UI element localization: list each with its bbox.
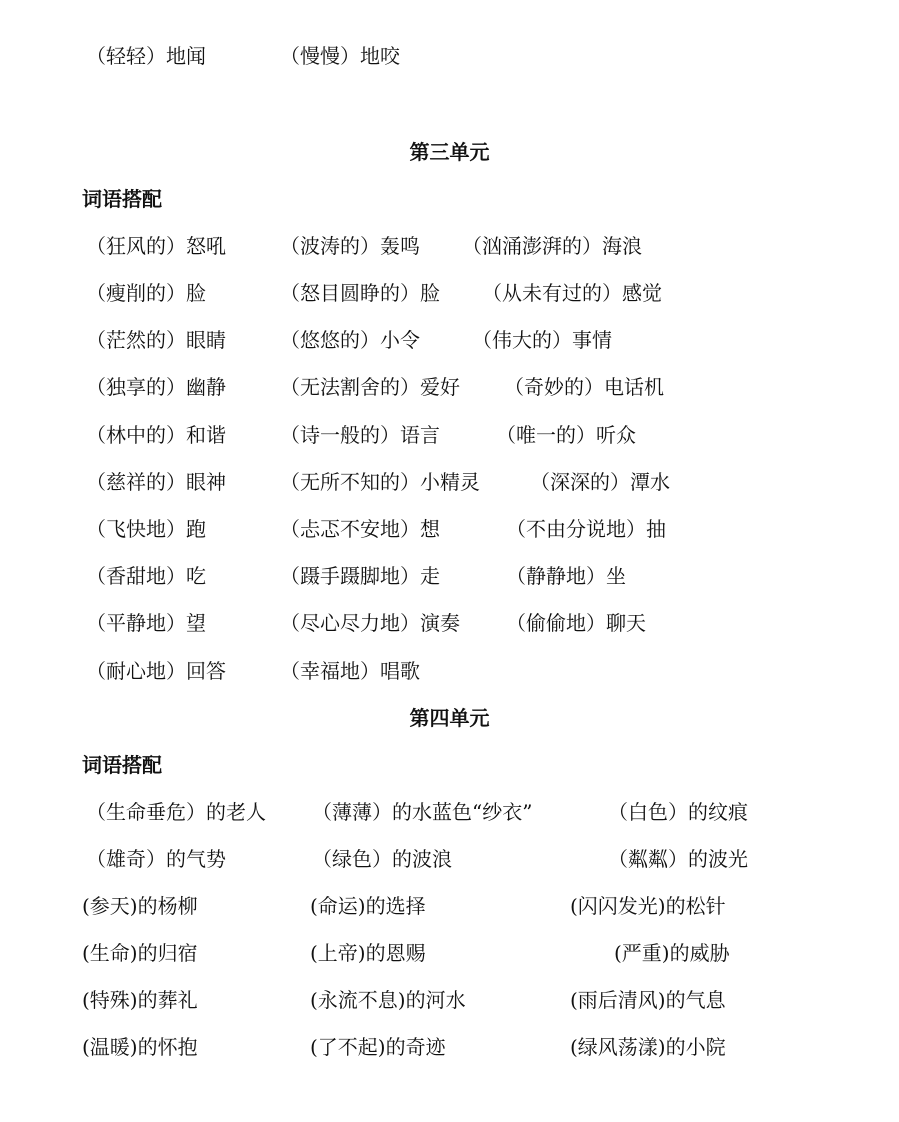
phrase: （诗一般的）语言 bbox=[280, 423, 440, 447]
phrase: （忐忑不安地）想 bbox=[280, 517, 440, 541]
phrase: （汹涌澎湃的）海浪 bbox=[462, 234, 642, 258]
phrase: (温暖)的怀抱 bbox=[82, 1035, 198, 1059]
phrase: (闪闪发光)的松针 bbox=[570, 894, 726, 918]
phrase: （雄奇）的气势 bbox=[86, 847, 226, 871]
phrase: （平静地）望 bbox=[86, 611, 206, 635]
unit-4-section-heading: 词语搭配 bbox=[82, 753, 162, 777]
phrase: (雨后清风)的气息 bbox=[570, 988, 726, 1012]
phrase: （尽心尽力地）演奏 bbox=[280, 611, 460, 635]
phrase: (了不起)的奇迹 bbox=[310, 1035, 446, 1059]
unit-3-title: 第三单元 bbox=[409, 140, 490, 164]
phrase: （唯一的）听众 bbox=[496, 423, 636, 447]
phrase: （无法割舍的）爱好 bbox=[280, 375, 460, 399]
phrase: （瘦削的）脸 bbox=[86, 281, 206, 305]
phrase: （茫然的）眼睛 bbox=[86, 328, 226, 352]
phrase: （静静地）坐 bbox=[506, 564, 626, 588]
phrase: （轻轻）地闻 bbox=[86, 44, 206, 68]
phrase: （波涛的）轰鸣 bbox=[280, 234, 420, 258]
phrase: (命运)的选择 bbox=[310, 894, 426, 918]
phrase: （幸福地）唱歌 bbox=[280, 659, 420, 683]
phrase: （偷偷地）聊天 bbox=[506, 611, 646, 635]
phrase: （慢慢）地咬 bbox=[280, 44, 400, 68]
phrase: （林中的）和谐 bbox=[86, 423, 226, 447]
phrase: （飞快地）跑 bbox=[86, 517, 206, 541]
phrase: （薄薄）的水蓝色“纱衣” bbox=[312, 800, 533, 824]
phrase: （狂风的）怒吼 bbox=[86, 234, 226, 258]
phrase: （独享的）幽静 bbox=[86, 375, 226, 399]
phrase: (永流不息)的河水 bbox=[310, 988, 466, 1012]
phrase: （伟大的）事情 bbox=[472, 328, 612, 352]
phrase: （不由分说地）抽 bbox=[506, 517, 666, 541]
phrase: (生命)的归宿 bbox=[82, 941, 198, 965]
phrase: （香甜地）吃 bbox=[86, 564, 206, 588]
phrase: （耐心地）回答 bbox=[86, 659, 226, 683]
phrase: (严重)的威胁 bbox=[614, 941, 730, 965]
phrase: （粼粼）的波光 bbox=[608, 847, 748, 871]
phrase: （白色）的纹痕 bbox=[608, 800, 748, 824]
phrase: （奇妙的）电话机 bbox=[504, 375, 664, 399]
phrase: （深深的）潭水 bbox=[530, 470, 670, 494]
phrase: （从未有过的）感觉 bbox=[482, 281, 662, 305]
phrase: （蹑手蹑脚地）走 bbox=[280, 564, 440, 588]
phrase: (参天)的杨柳 bbox=[82, 894, 198, 918]
phrase: （绿色）的波浪 bbox=[312, 847, 452, 871]
phrase: （无所不知的）小精灵 bbox=[280, 470, 480, 494]
unit-3-section-heading: 词语搭配 bbox=[82, 187, 162, 211]
unit-4-title: 第四单元 bbox=[409, 706, 490, 730]
phrase: （慈祥的）眼神 bbox=[86, 470, 226, 494]
phrase: （怒目圆睁的）脸 bbox=[280, 281, 440, 305]
phrase: (绿风荡漾)的小院 bbox=[570, 1035, 726, 1059]
phrase: （悠悠的）小令 bbox=[280, 328, 420, 352]
phrase: (上帝)的恩赐 bbox=[310, 941, 426, 965]
phrase: （生命垂危）的老人 bbox=[86, 800, 266, 824]
phrase: (特殊)的葬礼 bbox=[82, 988, 198, 1012]
